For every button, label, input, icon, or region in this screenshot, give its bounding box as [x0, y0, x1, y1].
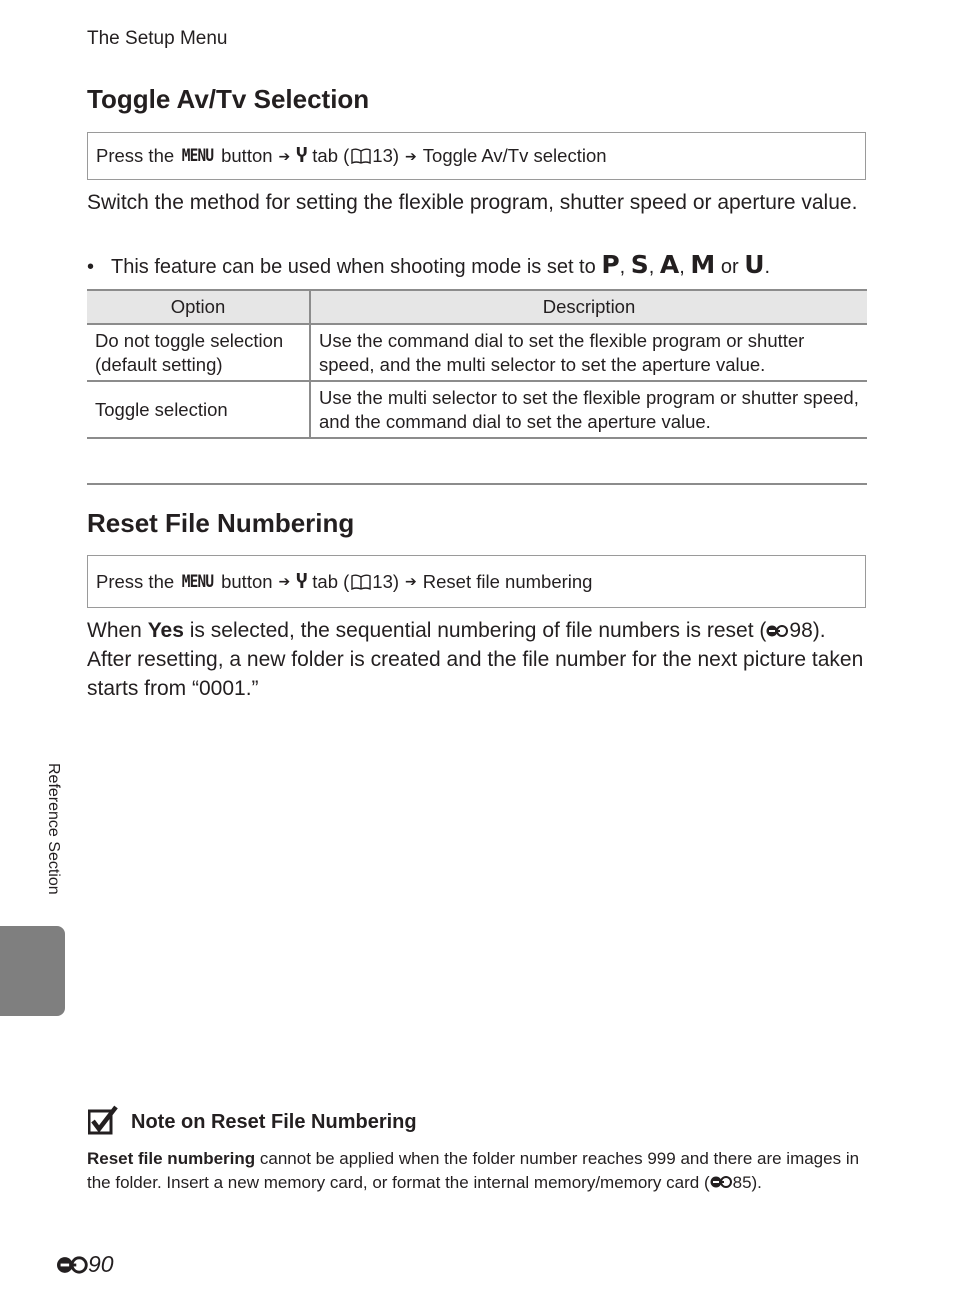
mode-separator: ,	[619, 256, 626, 278]
nav-tab-text: tab (	[312, 145, 350, 166]
running-header: The Setup Menu	[87, 28, 228, 49]
nav-button-text: button	[221, 145, 273, 166]
wrench-icon: Ⴤ	[296, 570, 308, 592]
book-icon	[351, 148, 371, 164]
wrench-icon: Ⴤ	[296, 145, 308, 166]
menu-path-box-reset	[87, 555, 866, 608]
note-bold-text: Reset file numbering	[87, 1149, 256, 1168]
section-title-reset: Reset File Numbering	[87, 508, 355, 538]
description-cell: Use the multi selector to set the flexible program or shutter speed, and the command dial to set the aperture value.	[310, 381, 867, 438]
mode-separator: ,	[648, 256, 655, 278]
arrow-right-icon: ➔	[405, 573, 417, 589]
note-title: Note on Reset File Numbering	[131, 1111, 417, 1133]
nav-button-text: button	[221, 570, 273, 592]
mode-u-icon: U	[744, 250, 765, 279]
shooting-mode-bullet	[87, 250, 770, 279]
bullet-icon: •	[87, 256, 95, 278]
toggle-intro-paragraph: Switch the method for setting the flexible program, shutter speed or aperture value.	[87, 191, 858, 214]
arrow-right-icon: ➔	[278, 147, 291, 164]
reset-text-rest: After resetting, a new folder is created and the file number for the next picture taken starts from “0001.”	[87, 648, 864, 700]
reference-e-icon	[766, 624, 788, 638]
nav-page-ref: 13)	[372, 145, 400, 166]
option-cell: Toggle selection	[87, 381, 310, 438]
reset-paragraph	[87, 616, 867, 703]
mode-a-icon: A	[659, 250, 680, 279]
mode-s-icon: S	[630, 250, 649, 279]
checkmark-note-icon	[88, 1105, 118, 1135]
reset-text-pre: When	[87, 619, 142, 642]
section-title-toggle: Toggle Av/Tv Selection	[87, 84, 370, 114]
page-number-value: 90	[88, 1251, 114, 1277]
reference-e-icon	[710, 1175, 732, 1189]
description-cell: Use the command dial to set the flexible program or shutter speed, and the multi selector to set the aperture value.	[310, 324, 867, 381]
option-cell: Do not toggle selection (default setting)	[87, 324, 310, 381]
nav-tab-text: tab (	[312, 570, 350, 592]
note-text	[87, 1147, 867, 1195]
nav-target-text: Reset file numbering	[422, 570, 593, 592]
book-icon	[351, 574, 371, 590]
side-section-label: Reference Section	[45, 763, 62, 895]
mode-p-icon: P	[601, 250, 620, 279]
nav-press-text: Press the	[96, 145, 175, 166]
menu-path-box-toggle	[87, 132, 866, 180]
nav-press-text: Press the	[96, 570, 175, 592]
table-header-option: Option	[87, 290, 310, 324]
yes-option-text: Yes	[147, 619, 184, 642]
reference-e-icon	[56, 1255, 88, 1275]
menu-button-icon: MENU	[181, 146, 214, 166]
menu-button-icon: MENU	[181, 571, 214, 592]
bullet-text: This feature can be used when shooting mode is set to	[111, 256, 596, 278]
page-number	[56, 1251, 114, 1278]
option-table	[87, 289, 867, 439]
section-thumb-tab	[0, 926, 65, 1016]
table-row	[87, 324, 867, 381]
nav-page-ref: 13)	[372, 570, 400, 592]
sentence-end: .	[764, 256, 771, 278]
mode-separator: ,	[679, 256, 685, 278]
section-divider	[87, 483, 867, 485]
mode-m-icon: M	[690, 250, 716, 279]
arrow-right-icon: ➔	[405, 147, 417, 164]
table-row	[87, 381, 867, 438]
note-page-ref: 85).	[732, 1173, 762, 1192]
reset-text-mid: is selected, the sequential numbering of file numbers is reset (	[189, 619, 767, 642]
nav-target-text: Toggle Av/Tv selection	[422, 145, 607, 166]
reset-page-ref: 98).	[789, 619, 826, 642]
table-header-description: Description	[310, 290, 867, 324]
or-text: or	[720, 256, 739, 278]
arrow-right-icon: ➔	[278, 573, 291, 589]
note-body-text: cannot be applied when the folder number reaches 999 and there are images in the folder. Insert a new memory card, or format the internal memory/memory card (	[87, 1149, 860, 1192]
